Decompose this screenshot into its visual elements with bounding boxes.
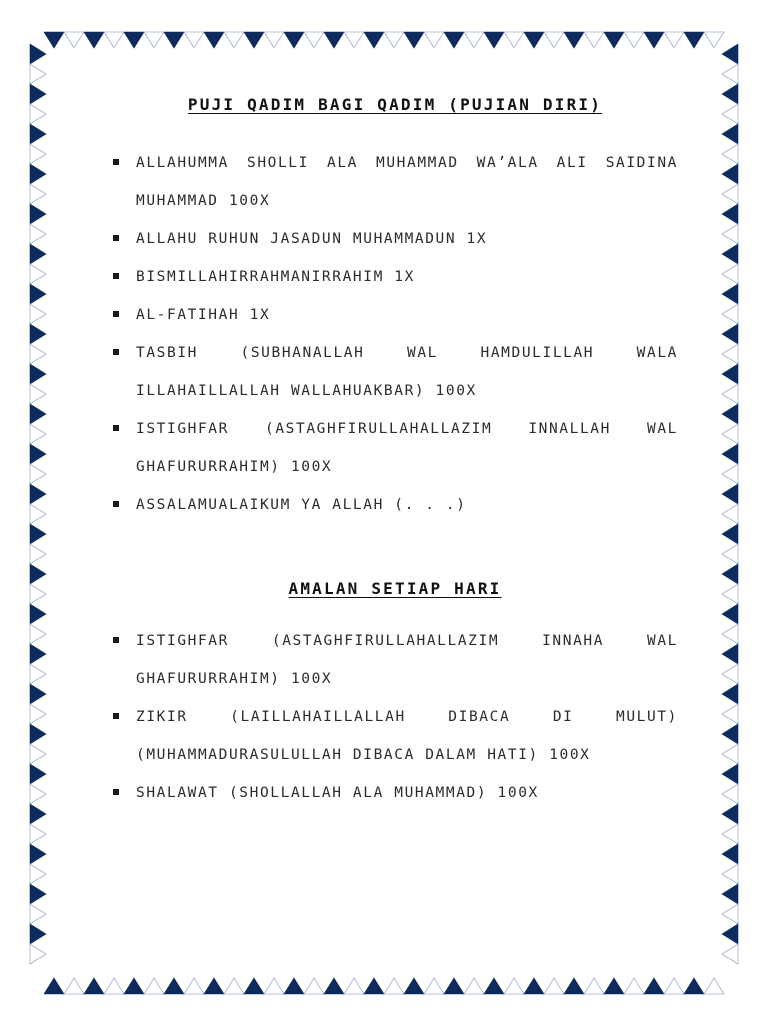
section-2-heading: AMALAN SETIAP HARI [288,579,502,598]
border-triangle [224,978,244,994]
border-triangle [722,104,738,124]
border-triangle [30,44,46,64]
border-triangle [124,32,144,48]
section-1-list [112,144,678,524]
border-triangle [404,32,424,48]
list-item [112,296,678,334]
border-triangle [30,864,46,884]
border-triangle [284,32,304,48]
border-triangle [30,804,46,824]
border-triangle [722,944,738,964]
bullet-icon [113,789,119,795]
border-triangle [30,204,46,224]
border-triangle [304,978,324,994]
list-item-text: ALLAHU RUHUN JASADUN MUHAMMADUN 1X [136,231,488,247]
border-triangle [30,364,46,384]
border-triangle [30,84,46,104]
border-triangle [30,544,46,564]
border-triangle [644,32,664,48]
border-triangle [604,978,624,994]
border-triangle [722,584,738,604]
border-triangle [30,824,46,844]
border-triangle [284,978,304,994]
border-triangle [30,304,46,324]
border-triangle [324,978,344,994]
border-triangle [722,424,738,444]
border-triangle [30,184,46,204]
list-item-text: ISTIGHFAR (ASTAGHFIRULLAHALLAZIM INNALLAH WAL GHAFURURRAHIM) 100X [136,421,678,475]
bullet-icon [113,637,119,643]
border-triangle [722,344,738,364]
border-triangle [722,604,738,624]
border-triangle [30,564,46,584]
border-triangle [30,884,46,904]
border-triangle [164,978,184,994]
border-triangle [584,32,604,48]
border-triangle [204,978,224,994]
border-triangle [30,324,46,344]
border-triangle [264,32,284,48]
border-triangle [684,978,704,994]
border-triangle [722,904,738,924]
border-triangle [722,884,738,904]
border-triangle [484,978,504,994]
border-triangle [30,944,46,964]
border-triangle [684,32,704,48]
bullet-icon [113,501,119,507]
border-triangle [384,32,404,48]
border-triangle [722,824,738,844]
border-triangle [664,32,684,48]
list-item [112,486,678,524]
border-triangle [722,204,738,224]
border-triangle [30,504,46,524]
border-triangle [324,32,344,48]
border-triangle [364,32,384,48]
border-triangle [544,978,564,994]
border-triangle [624,978,644,994]
bullet-icon [113,311,119,317]
border-triangle [404,978,424,994]
list-item-text: ISTIGHFAR (ASTAGHFIRULLAHALLAZIM INNAHA WAL GHAFURURRAHIM) 100X [136,633,678,687]
border-triangle [30,164,46,184]
border-triangle [244,978,264,994]
border-triangle [722,624,738,644]
border-triangle [104,978,124,994]
border-triangle [722,924,738,944]
border-triangle [184,978,204,994]
border-triangle [544,32,564,48]
border-triangle [224,32,244,48]
border-triangle [64,978,84,994]
bullet-icon [113,713,119,719]
border-triangle [704,978,724,994]
border-triangle [30,644,46,664]
border-triangle [344,978,364,994]
border-triangle [644,978,664,994]
border-triangle [344,32,364,48]
border-triangle [30,64,46,84]
list-item [112,220,678,258]
list-item [112,698,678,774]
border-triangle [564,32,584,48]
list-item [112,334,678,410]
border-triangle [584,978,604,994]
border-triangle [30,624,46,644]
list-item [112,622,678,698]
list-item-text: ASSALAMUALAIKUM YA ALLAH (. . .) [136,497,467,513]
border-triangle [264,978,284,994]
border-triangle [444,978,464,994]
border-triangle [30,264,46,284]
border-triangle [722,284,738,304]
border-triangle [30,664,46,684]
border-triangle [722,224,738,244]
border-triangle [722,784,738,804]
bullet-icon [113,425,119,431]
border-triangle [722,484,738,504]
border-triangle [244,32,264,48]
border-triangle [30,684,46,704]
border-triangle [30,584,46,604]
border-triangle [722,644,738,664]
border-triangle [564,978,584,994]
border-triangle [30,124,46,144]
border-triangle [722,504,738,524]
border-triangle [30,344,46,364]
border-triangle [722,144,738,164]
border-triangle [722,464,738,484]
border-triangle [722,404,738,424]
border-triangle [464,32,484,48]
border-triangle [722,764,738,784]
border-triangle [722,44,738,64]
border-triangle [722,444,738,464]
border-triangle [484,32,504,48]
list-item-text: ALLAHUMMA SHOLLI ALA MUHAMMAD WA’ALA ALI SAIDINA MUHAMMAD 100X [136,155,678,209]
border-triangle [384,978,404,994]
border-triangle [30,144,46,164]
border-triangle [144,32,164,48]
border-triangle [722,724,738,744]
list-item [112,144,678,220]
border-triangle [722,384,738,404]
border-triangle [722,324,738,344]
border-triangle [704,32,724,48]
border-triangle [722,864,738,884]
border-triangle [30,524,46,544]
border-triangle [30,424,46,444]
border-triangle [722,184,738,204]
border-triangle [722,684,738,704]
border-triangle [722,744,738,764]
border-triangle [722,804,738,824]
border-triangle [124,978,144,994]
border-triangle [424,978,444,994]
border-triangle [722,84,738,104]
border-triangle [604,32,624,48]
list-item [112,258,678,296]
border-triangle [504,978,524,994]
border-triangle [722,64,738,84]
border-triangle [722,304,738,324]
border-triangle [30,484,46,504]
bullet-icon [113,159,119,165]
list-item [112,410,678,486]
border-triangle [84,32,104,48]
document-content [112,92,678,812]
border-triangle [30,464,46,484]
border-triangle [30,844,46,864]
border-triangle [30,444,46,464]
border-triangle [524,978,544,994]
border-triangle [722,704,738,724]
section-2-list [112,622,678,812]
bullet-icon [113,349,119,355]
border-triangle [104,32,124,48]
border-triangle [184,32,204,48]
section-1-heading: PUJI QADIM BAGI QADIM (PUJIAN DIRI) [187,95,603,114]
border-triangle [204,32,224,48]
border-triangle [722,244,738,264]
border-triangle [44,32,64,48]
border-triangle [30,404,46,424]
border-triangle [722,364,738,384]
list-item [112,774,678,812]
border-triangle [722,164,738,184]
border-triangle [84,978,104,994]
border-triangle [304,32,324,48]
border-triangle [722,264,738,284]
border-triangle [424,32,444,48]
border-triangle [30,284,46,304]
border-triangle [30,104,46,124]
border-triangle [30,724,46,744]
border-triangle [722,544,738,564]
border-triangle [64,32,84,48]
list-item-text: AL-FATIHAH 1X [136,307,271,323]
border-triangle [164,32,184,48]
list-item-text: TASBIH (SUBHANALLAH WAL HAMDULILLAH WALA ILLAHAILLALLAH WALLAHUAKBAR) 100X [136,345,678,399]
border-triangle [30,384,46,404]
border-triangle [44,978,64,994]
border-triangle [624,32,644,48]
list-item-text: ZIKIR (LAILLAHAILLALLAH DIBACA DI MULUT) (MUHAMMADURASULULLAH DIBACA DALAM HATI) 100X [136,709,678,763]
border-triangle [30,704,46,724]
bullet-icon [113,235,119,241]
border-triangle [30,244,46,264]
border-triangle [144,978,164,994]
list-item-text: BISMILLAHIRRAHMANIRRAHIM 1X [136,269,415,285]
border-triangle [444,32,464,48]
border-triangle [664,978,684,994]
border-triangle [30,904,46,924]
border-triangle [722,844,738,864]
border-triangle [30,764,46,784]
list-item-text: SHALAWAT (SHOLLALLAH ALA MUHAMMAD) 100X [136,785,539,801]
border-triangle [30,784,46,804]
border-triangle [30,224,46,244]
border-triangle [30,744,46,764]
border-triangle [722,564,738,584]
border-triangle [464,978,484,994]
border-triangle [364,978,384,994]
border-triangle [722,664,738,684]
border-triangle [722,524,738,544]
border-triangle [504,32,524,48]
border-triangle [722,124,738,144]
border-triangle [30,604,46,624]
border-triangle [524,32,544,48]
bullet-icon [113,273,119,279]
border-triangle [30,924,46,944]
